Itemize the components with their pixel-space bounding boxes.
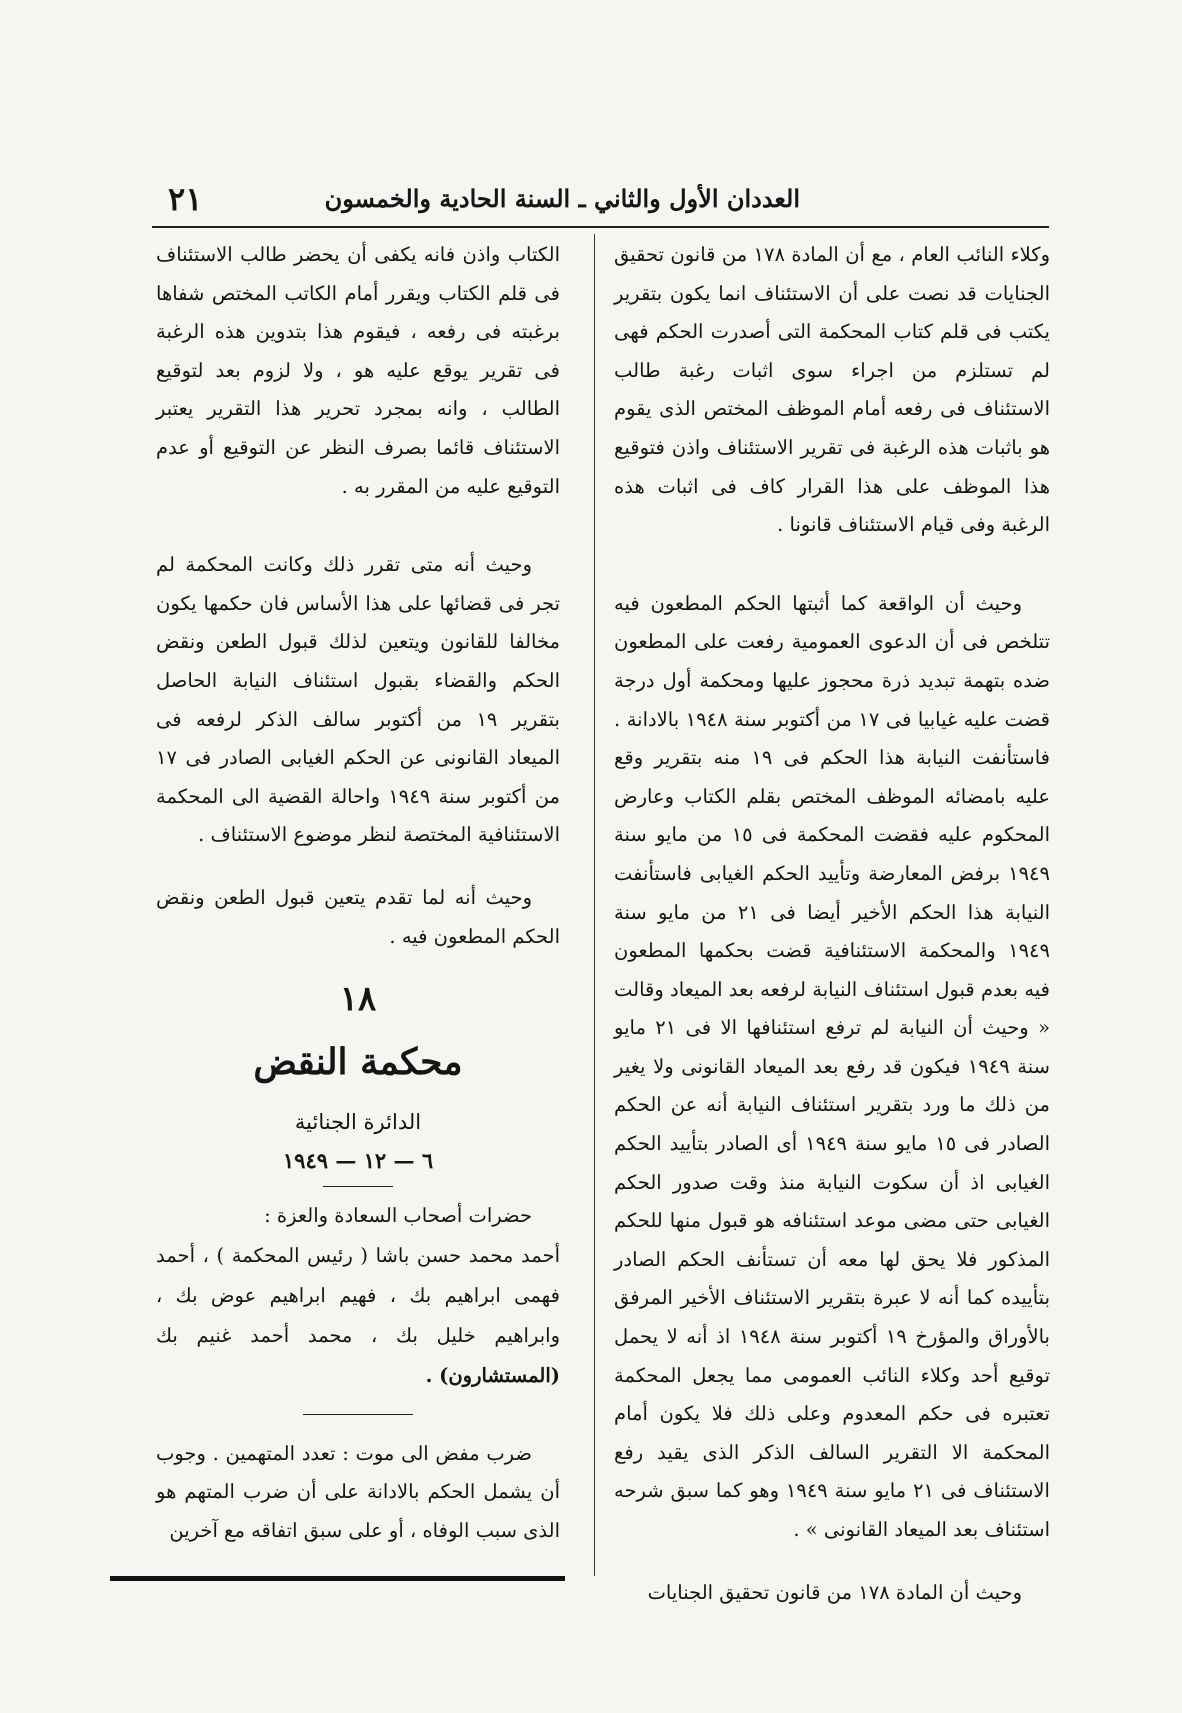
- right-column: [614, 236, 1050, 1612]
- session-date: ٦ — ١٢ — ١٩٤٩: [282, 1148, 434, 1174]
- right-paragraph-1: وكلاء النائب العام ، مع أن المادة ١٧٨ من قانون تحقيق الجنايات قد نصت على أن الاستئناف انما يكون بتقرير يكتب فى قلم كتاب المحكمة التى أصدرت الحكم فهى لم تستلزم من اجراء سوى اثبات رغبة طالب الاستئناف فى رفعه أمام الموظف المختص الذى يقوم هو باثبات هذه الرغبة فى تقرير الاستئناف واذن فتوقيع هذا الموظف على هذا القرار كاف فى اثبات هذه الرغبة وفى قيام الاستئناف قانونا .: [614, 243, 1051, 537]
- left-paragraph-2: وحيث أنه متى تقرر ذلك وكانت المحكمة لم تجر فى قضائها على هذا الأساس فان حكمها يكون مخالفا للقانون ويتعين لذلك قبول الطعن ونقض الحكم والقضاء بقبول استئناف النيابة الحاصل بتقرير ١٩ من أكتوبر سالف الذكر لرفعه فى الميعاد القانونى عن الحكم الغيابى الصادر فى ١٧ من أكتوبر سنة ١٩٤٩ واحالة القضية الى المحكمة الاستئنافية المختصة لنظر موضوع الاستئناف .: [156, 553, 560, 847]
- left-paragraph-1: الكتاب واذن فانه يكفى أن يحضر طالب الاستئناف فى قلم الكتاب ويقرر أمام الكاتب المختص شفاها برغبته فى رفعه ، فيقوم هذا بتدوين هذه الرغبة فى تقرير يوقع عليه هو ، ولا لزوم بعد لتوقيع الطالب ، وانه بمجرد تحرير هذا التقرير يعتبر الاستئناف قائما بصرف النظر عن التوقيع أو عدم التوقيع عليه من المقرر به .: [156, 243, 560, 498]
- running-title: العددان الأول والثاني ـ السنة الحادية والخمسون: [324, 184, 800, 213]
- date-rule: [323, 1186, 393, 1187]
- case-number: ١٨: [339, 979, 377, 1020]
- page-number: ٢١: [168, 180, 203, 218]
- column-divider: [594, 234, 595, 1576]
- footer-rule: [110, 1576, 565, 1581]
- headnote: ضرب مفض الى موت : تعدد المتهمين . وجوب أن يشمل الحكم بالادانة على أن ضرب المتهم هو الذى سبب الوفاه ، أو على سبق اتفاقه مع آخرين: [156, 1441, 560, 1542]
- bench-members: [156, 1236, 560, 1396]
- page-header: [150, 180, 1050, 224]
- section-rule: [303, 1414, 413, 1415]
- right-paragraph-2: وحيث أن الواقعة كما أثبتها الحكم المطعون فيه تتلخص فى أن الدعوى العمومية رفعت على المطعون ضده بتهمة تبديد ذرة محجوز عليها ومحكمة أول درجة قضت عليه غيابيا فى ١٧ من أكتوبر سنة ١٩٤٨ بالادانة . فاستأنفت النيابة هذا الحكم فى ١٩ منه بتقرير وقع عليه بامضائه الموظف المختص بقلم الكتاب وعارض المحكوم عليه فقضت المحكمة فى ١٥ من مايو سنة ١٩٤٩ برفض المعارضة وتأييد الحكم الغيابى فاستأنفت النيابة هذا الحكم الأخير أيضا فى ٢١ من مايو سنة ١٩٤٩ والمحكمة الاستئنافية قضت بحكمها المطعون فيه بعدم قبول استئناف النيابة لرفعه بعد الميعاد وقالت « وحيث أن النيابة لم ترفع استئنافها الا فى ٢١ مايو سنة ١٩٤٩ فيكون قد رفع بعد الميعاد القانونى ولا يغير من ذلك ما ورد بتقرير استئناف النيابة أنه عن الحكم الصادر فى ١٥ مايو سنة ١٩٤٩ أى الصادر بتأييد الحكم الغيابى اذ أن سكوت النيابة منذ وقت صدور الحكم الغيابى حتى مضى موعد استئنافه هو قبول منها للحكم المذكور فلا يحق لها معه أن تستأنف الحكم الصادر بتأييده كما أنه لا عبرة بتقرير الاستئناف الأخير المرفق بالأوراق والمؤرخ ١٩ أكتوبر سنة ١٩٤٨ اذ أنه لا يحمل توقيع أحد وكلاء النائب العمومى مما يجعل المحكمة تعتبره فى حكم المعدوم وعلى ذلك فلا يكون أمام المحكمة الا التقرير السالف الذكر الذى يقيد رفع الاستئناف فى ٢١ مايو سنة ١٩٤٩ وهو كما سبق شرحه استئناف بعد الميعاد القانونى » .: [614, 591, 1051, 1541]
- court-name: محكمة النقض: [253, 1041, 463, 1084]
- bench-intro: حضرات أصحاب السعادة والعزة :: [264, 1204, 532, 1228]
- left-column: [156, 236, 560, 1550]
- left-paragraph-3: وحيث أنه لما تقدم يتعين قبول الطعن ونقض الحكم المطعون فيه .: [156, 885, 560, 948]
- header-rule: [152, 226, 1049, 228]
- right-paragraph-3-partial: وحيث أن المادة ١٧٨ من قانون تحقيق الجنايات: [647, 1580, 1022, 1604]
- bench-role: (المستشارون) .: [425, 1363, 560, 1387]
- bench-member-names: أحمد محمد حسن باشا ( رئيس المحكمة ) ، أحمد فهمى ابراهيم بك ، فهيم ابراهيم عوض بك ، وابراهيم خليل بك ، محمد أحمد غنيم بك: [156, 1243, 560, 1347]
- chamber-name: الدائرة الجنائية: [294, 1110, 422, 1135]
